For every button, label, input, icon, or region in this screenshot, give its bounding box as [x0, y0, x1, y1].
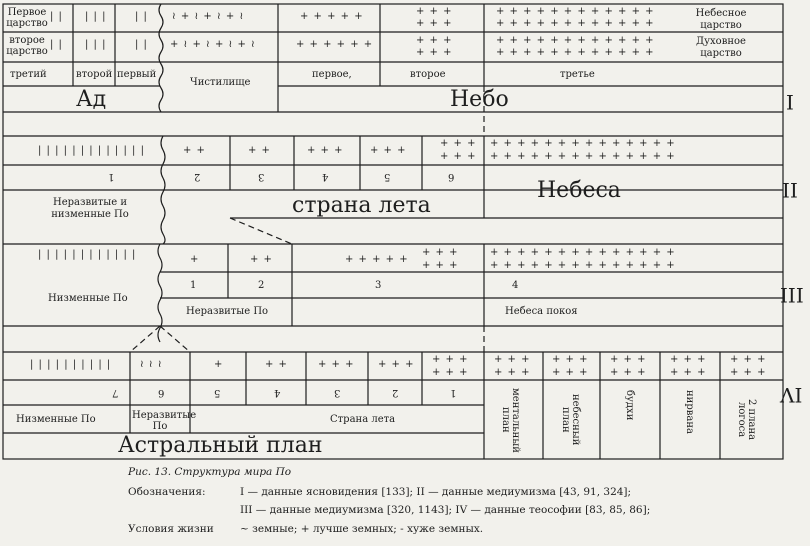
marks: + — [190, 254, 200, 265]
marks: + + + + + + + + + + + + — [496, 47, 655, 58]
region-number: 3 — [258, 171, 265, 182]
dash-line — [130, 326, 160, 352]
line — [159, 4, 163, 112]
marks: + + + — [552, 354, 589, 365]
marks: | | | | | | | | | | | | — [38, 249, 137, 260]
marks: + + + — [432, 354, 469, 365]
region-number: 3 — [375, 280, 382, 291]
marks: + + + — [440, 151, 477, 162]
marks: + + + — [370, 145, 407, 156]
marks: + + + — [670, 367, 707, 378]
marks: + + + — [416, 6, 453, 17]
logos-planes-label: 2 плана логоса — [736, 399, 757, 441]
purgatory-marks: + ≀ + ≀ + ≀ + ≀ — [170, 39, 256, 50]
marks: + + + + + + + + + + + + + + — [490, 247, 676, 258]
roman-numeral: II — [782, 178, 798, 202]
marks: + + + — [670, 354, 707, 365]
marks: + + + + + + + + + + + + + + — [490, 260, 676, 271]
nirvana-label: нирвана — [684, 390, 695, 434]
mental-plane-label: ментальный план — [500, 387, 521, 453]
marks: + + + — [610, 367, 647, 378]
marks: ≀ ≀ ≀ — [140, 359, 163, 370]
marks: + + — [250, 254, 273, 265]
legend-line-1: I — данные ясновидения [133]; II — данные медиумизма [43, 91, 324]; — [240, 486, 632, 498]
lowly-label: Низменные По — [48, 293, 128, 304]
marks: + + + — [416, 35, 453, 46]
figure-caption: Рис. 13. Структура мира По — [128, 466, 292, 478]
marks: | | — [135, 11, 148, 22]
second-label: второй — [76, 69, 113, 80]
marks: + — [214, 359, 224, 370]
region-number: 6 — [448, 171, 455, 182]
marks: + + + — [610, 354, 647, 365]
heaven-label: Небо — [450, 87, 509, 112]
marks: + + + — [494, 367, 531, 378]
celestial-plane-label: небесный план — [560, 394, 581, 446]
heaven-second-label: второе — [410, 69, 446, 80]
marks: + + + — [416, 47, 453, 58]
heaven-third-label: третье — [560, 69, 595, 80]
first-realm-label: Первое царство — [6, 7, 48, 29]
heavens-rest-label: Небеса покоя — [505, 306, 578, 317]
marks: + + + — [552, 367, 589, 378]
marks: + + — [183, 145, 206, 156]
marks: + + + — [422, 260, 459, 271]
marks: + + + — [416, 18, 453, 29]
marks: | | | — [85, 11, 107, 22]
marks: | | — [50, 11, 63, 22]
life-conditions-label: Условия жизни — [128, 523, 214, 535]
region-number: 5 — [214, 387, 221, 398]
first-label: первый — [117, 69, 157, 80]
legend-label: Обозначения: — [128, 486, 206, 498]
undeveloped-label: Неразвитые По — [186, 306, 269, 317]
buddhi-label: будхи — [624, 390, 635, 421]
region-number: 4 — [322, 171, 329, 182]
marks: + + — [248, 145, 271, 156]
undeveloped-label: Неразвитые и низменные По — [51, 197, 129, 220]
region-number: 1 — [190, 280, 197, 291]
region-number: 2 — [258, 280, 265, 291]
marks: + + + + + + + + + + + + — [496, 6, 655, 17]
astral-plane-label: Астральный план — [118, 433, 323, 458]
celestial-realm-label: Небесное царство — [695, 8, 747, 31]
marks: | | | | | | | | | | | | | — [38, 145, 145, 156]
region-number: 7 — [112, 387, 119, 398]
summerland-label: Страна лета — [330, 414, 396, 425]
lowly-label: Низменные По — [16, 414, 96, 425]
marks: | | — [135, 39, 148, 50]
marks: + + + — [422, 247, 459, 258]
second-realm-label: второе царство — [6, 35, 48, 57]
legend-line-2: III — данные медиумизма [320, 1143]; IV — данные теософии [83, 85, 86]; — [240, 504, 651, 516]
third-label: третий — [10, 69, 47, 80]
region-number: 4 — [512, 280, 519, 291]
marks: + + + + + + + + + + + + — [496, 18, 655, 29]
region-number: 5 — [384, 171, 391, 182]
region-number: 4 — [274, 387, 281, 398]
roman-numeral: I — [786, 90, 794, 114]
marks: + + + + + + — [296, 39, 374, 50]
marks: + + + — [494, 354, 531, 365]
dash-line — [160, 326, 190, 352]
region-number: 3 — [334, 387, 341, 398]
region-number: 1 — [108, 171, 115, 182]
undeveloped-label: Неразвитые По — [132, 410, 197, 432]
marks: + + + + + + + + + + + + + + — [490, 138, 676, 149]
marks: + + + + + — [300, 11, 364, 22]
purgatory-label: Чистилище — [190, 77, 251, 88]
marks: + + — [265, 359, 288, 370]
summerland-label: страна лета — [292, 193, 431, 218]
marks: | | | | | | | | | | — [30, 359, 112, 370]
marks: + + + — [432, 367, 469, 378]
region-number: 1 — [450, 387, 457, 398]
roman-numeral: III — [780, 283, 804, 307]
purgatory-marks: ≀ + ≀ + ≀ + ≀ — [172, 11, 245, 22]
heaven-first-label: первое, — [312, 69, 352, 80]
region-number: 2 — [194, 171, 201, 182]
marks: + + + — [730, 354, 767, 365]
marks: + + + — [307, 145, 344, 156]
marks: + + + — [730, 367, 767, 378]
roman-numeral: IV — [780, 383, 803, 407]
marks: + + + — [440, 138, 477, 149]
marks: + + + — [318, 359, 355, 370]
marks: | | — [50, 39, 63, 50]
marks: | | | — [85, 39, 107, 50]
marks: + + + + + + + + + + + + + + — [490, 151, 676, 162]
marks: + + + — [378, 359, 415, 370]
dash-line — [230, 218, 292, 244]
hell-label: Ад — [76, 87, 107, 112]
marks: + + + + + + + + + + + + — [496, 35, 655, 46]
spiritual-realm-label: Духовное царство — [696, 36, 746, 59]
region-number: 2 — [392, 387, 399, 398]
life-conditions-text: ~ земные; + лучше земных; - хуже земных. — [240, 523, 484, 535]
heavens-label: Небеса — [537, 178, 621, 203]
region-number: 6 — [158, 387, 165, 398]
marks: + + + + + — [345, 254, 409, 265]
